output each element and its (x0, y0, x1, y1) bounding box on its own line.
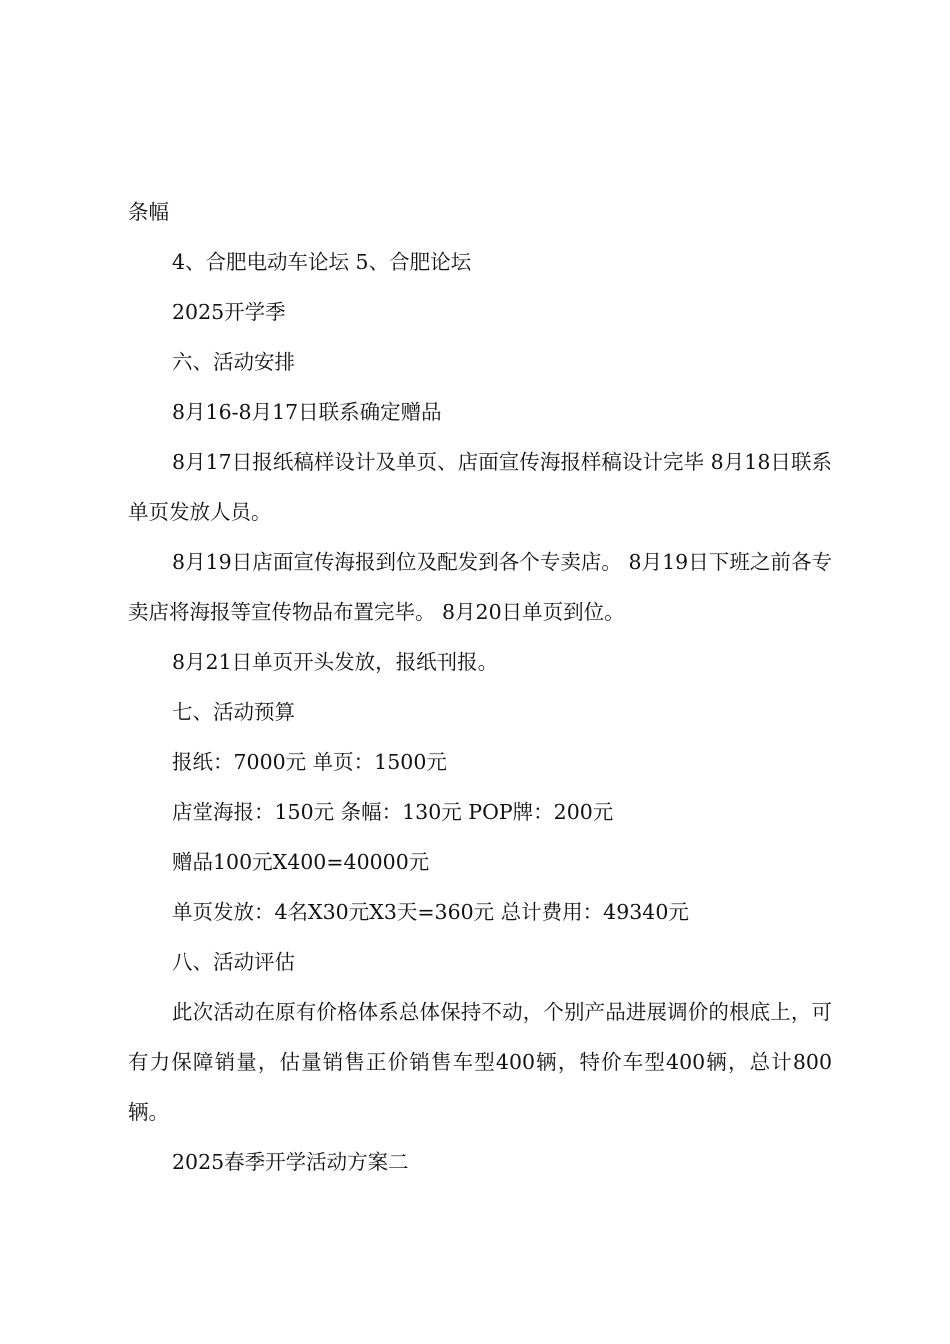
paragraph-budget-4: 单页发放：4名X30元X3天=360元 总计费用：49340元 (172, 900, 689, 924)
heading-schedule: 六、活动安排 (172, 350, 295, 374)
paragraph-schedule-4: 8月21日单页开头发放，报纸刊报。 (172, 650, 499, 674)
paragraph-evaluation: 此次活动在原有价格体系总体保持不动，个别产品进展调价的根底上，可有力保障销量，估量销售正价销售车型400辆，特价车型400辆，总计800辆。 (128, 1000, 832, 1124)
heading-evaluation: 八、活动评估 (172, 950, 295, 974)
paragraph-budget-2: 店堂海报：150元 条幅：130元 POP牌：200元 (172, 800, 614, 824)
document-body (128, 187, 832, 1187)
paragraph-forums: 4、合肥电动车论坛 5、合肥论坛 (172, 250, 472, 274)
paragraph-schedule-2: 8月17日报纸稿样设计及单页、店面宣传海报样稿设计完毕 8月18日联系单页发放人员。 (128, 450, 832, 524)
paragraph-schedule-1: 8月16-8月17日联系确定赠品 (172, 400, 442, 424)
paragraph-budget-1: 报纸：7000元 单页：1500元 (172, 750, 447, 774)
paragraph-plan-two-title: 2025春季开学活动方案二 (172, 1150, 409, 1174)
paragraph-budget-3: 赠品100元X400=40000元 (172, 850, 430, 874)
paragraph-season: 2025开学季 (172, 300, 286, 324)
paragraph-schedule-3: 8月19日店面宣传海报到位及配发到各个专卖店。 8月19日下班之前各专卖店将海报等宣传物品布置完毕。 8月20日单页到位。 (128, 550, 832, 624)
paragraph-banner: 条幅 (128, 200, 169, 224)
heading-budget: 七、活动预算 (172, 700, 295, 724)
